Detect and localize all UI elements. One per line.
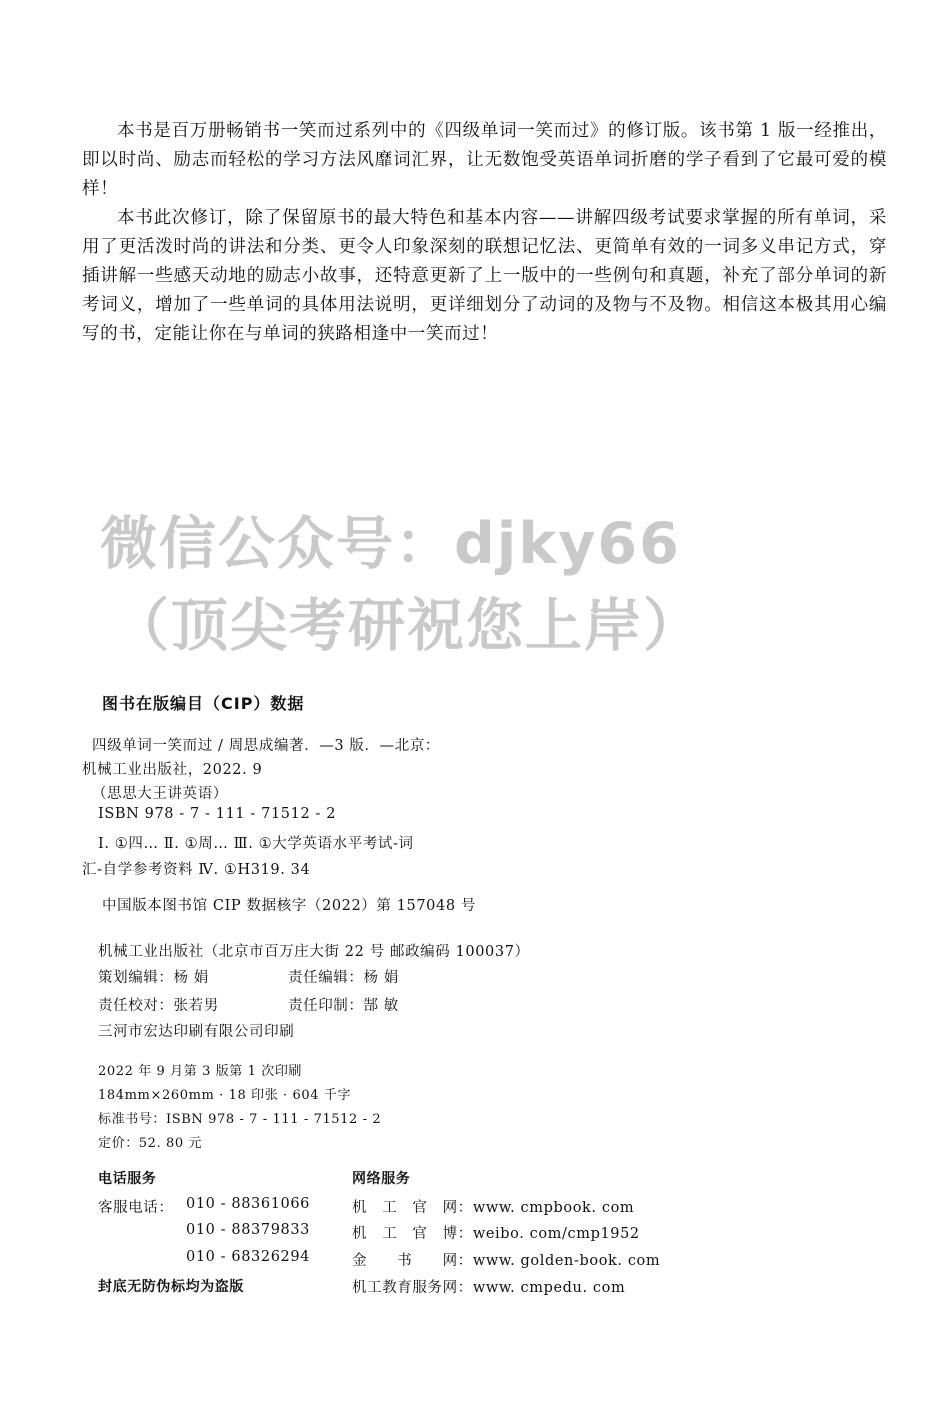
cip-line-3: （思思大王讲英语） <box>92 786 228 802</box>
cip-title: 图书在版编目（CIP）数据 <box>102 694 305 713</box>
web-value-4: www. cmpedu. com <box>472 1280 626 1296</box>
web-label-4: 机工教育服务网： <box>352 1280 473 1296</box>
intro-paragraph-1: 本书是百万册畅销书一笑而过系列中的《四级单词一笑而过》的修订版。该书第 1 版一经推出，即以时尚、励志而轻松的学习方法风靡词汇界，让无数饱受英语单词折磨的学子看到了它最可爱的模样！ <box>82 121 887 199</box>
format-info: 184mm×260mm · 18 印张 · 604 千字 <box>98 1088 352 1103</box>
planning-editor: 策划编辑：杨 娟 <box>98 970 209 986</box>
publisher-address: 机械工业出版社（北京市百万庄大街 22 号 邮政编码 100037） <box>98 944 530 960</box>
web-label-1: 机 工 官 网： <box>352 1200 473 1216</box>
phone-number-2: 010 - 88379833 <box>186 1222 310 1238</box>
proofreader: 责任校对：张若男 <box>98 998 219 1014</box>
edition-info: 2022 年 9 月第 3 版第 1 次印刷 <box>98 1064 303 1079</box>
print-manager: 责任印制：郜 敏 <box>288 998 399 1014</box>
standard-isbn: 标准书号：ISBN 978 - 7 - 111 - 71512 - 2 <box>98 1112 382 1127</box>
printer: 三河市宏达印刷有限公司印刷 <box>98 1024 295 1040</box>
cip-isbn: ISBN 978 - 7 - 111 - 71512 - 2 <box>98 806 337 822</box>
phone-number-3: 010 - 68326294 <box>186 1249 310 1265</box>
cip-record-number: 中国版本图书馆 CIP 数据核字（2022）第 157048 号 <box>102 898 476 914</box>
web-value-1: www. cmpbook. com <box>472 1200 635 1216</box>
web-row-2 <box>352 1222 640 1243</box>
watermark-line-1: 微信公众号：djky66 <box>100 511 681 577</box>
web-value-2: weibo. com/cmp1952 <box>472 1226 640 1242</box>
cip-line-2: 机械工业出版社，2022. 9 <box>82 762 263 778</box>
phone-service-header: 电话服务 <box>98 1171 157 1187</box>
cip-classification-1: Ⅰ. ①四… Ⅱ. ①周… Ⅲ. ①大学英语水平考试-词 <box>98 836 414 852</box>
web-row-1 <box>352 1196 634 1217</box>
cip-line-1: 四级单词一笑而过 / 周思成编著．—3 版．—北京： <box>92 738 441 754</box>
web-row-3 <box>352 1249 660 1270</box>
responsible-editor: 责任编辑：杨 娟 <box>288 970 399 986</box>
intro-paragraph-2: 本书此次修订，除了保留原书的最大特色和基本内容——讲解四级考试要求掌握的所有单词，采用了更活泼时尚的讲法和分类、更令人印象深刻的联想记忆法、更简单有效的一词多义串记方式，穿插讲解一些感天动地的励志小故事，还特意更新了上一版中的一些例句和真题，补充了部分单词的新考词义，增加了一些单词的具体用法说明，更详细划分了动词的及物与不及物。相信这本极其用心编写的书，定能让你在与单词的狭路相逢中一笑而过！ <box>82 208 887 344</box>
watermark-line-2: （顶尖考研祝您上岸） <box>112 593 702 659</box>
price: 定价：52. 80 元 <box>98 1136 203 1151</box>
web-service-header: 网络服务 <box>352 1171 411 1187</box>
web-label-3: 金 书 网： <box>352 1253 473 1269</box>
anti-counterfeit-notice: 封底无防伪标均为盗版 <box>98 1279 244 1295</box>
intro-text <box>82 117 887 349</box>
phone-number-1: 010 - 88361066 <box>186 1196 310 1212</box>
web-label-2: 机 工 官 博： <box>352 1226 473 1242</box>
cip-classification-2: 汇-自学参考资料 Ⅳ. ①H319. 34 <box>82 862 311 878</box>
web-value-3: www. golden-book. com <box>472 1253 661 1269</box>
customer-phone-label: 客服电话： <box>98 1200 174 1216</box>
web-row-4 <box>352 1276 625 1297</box>
